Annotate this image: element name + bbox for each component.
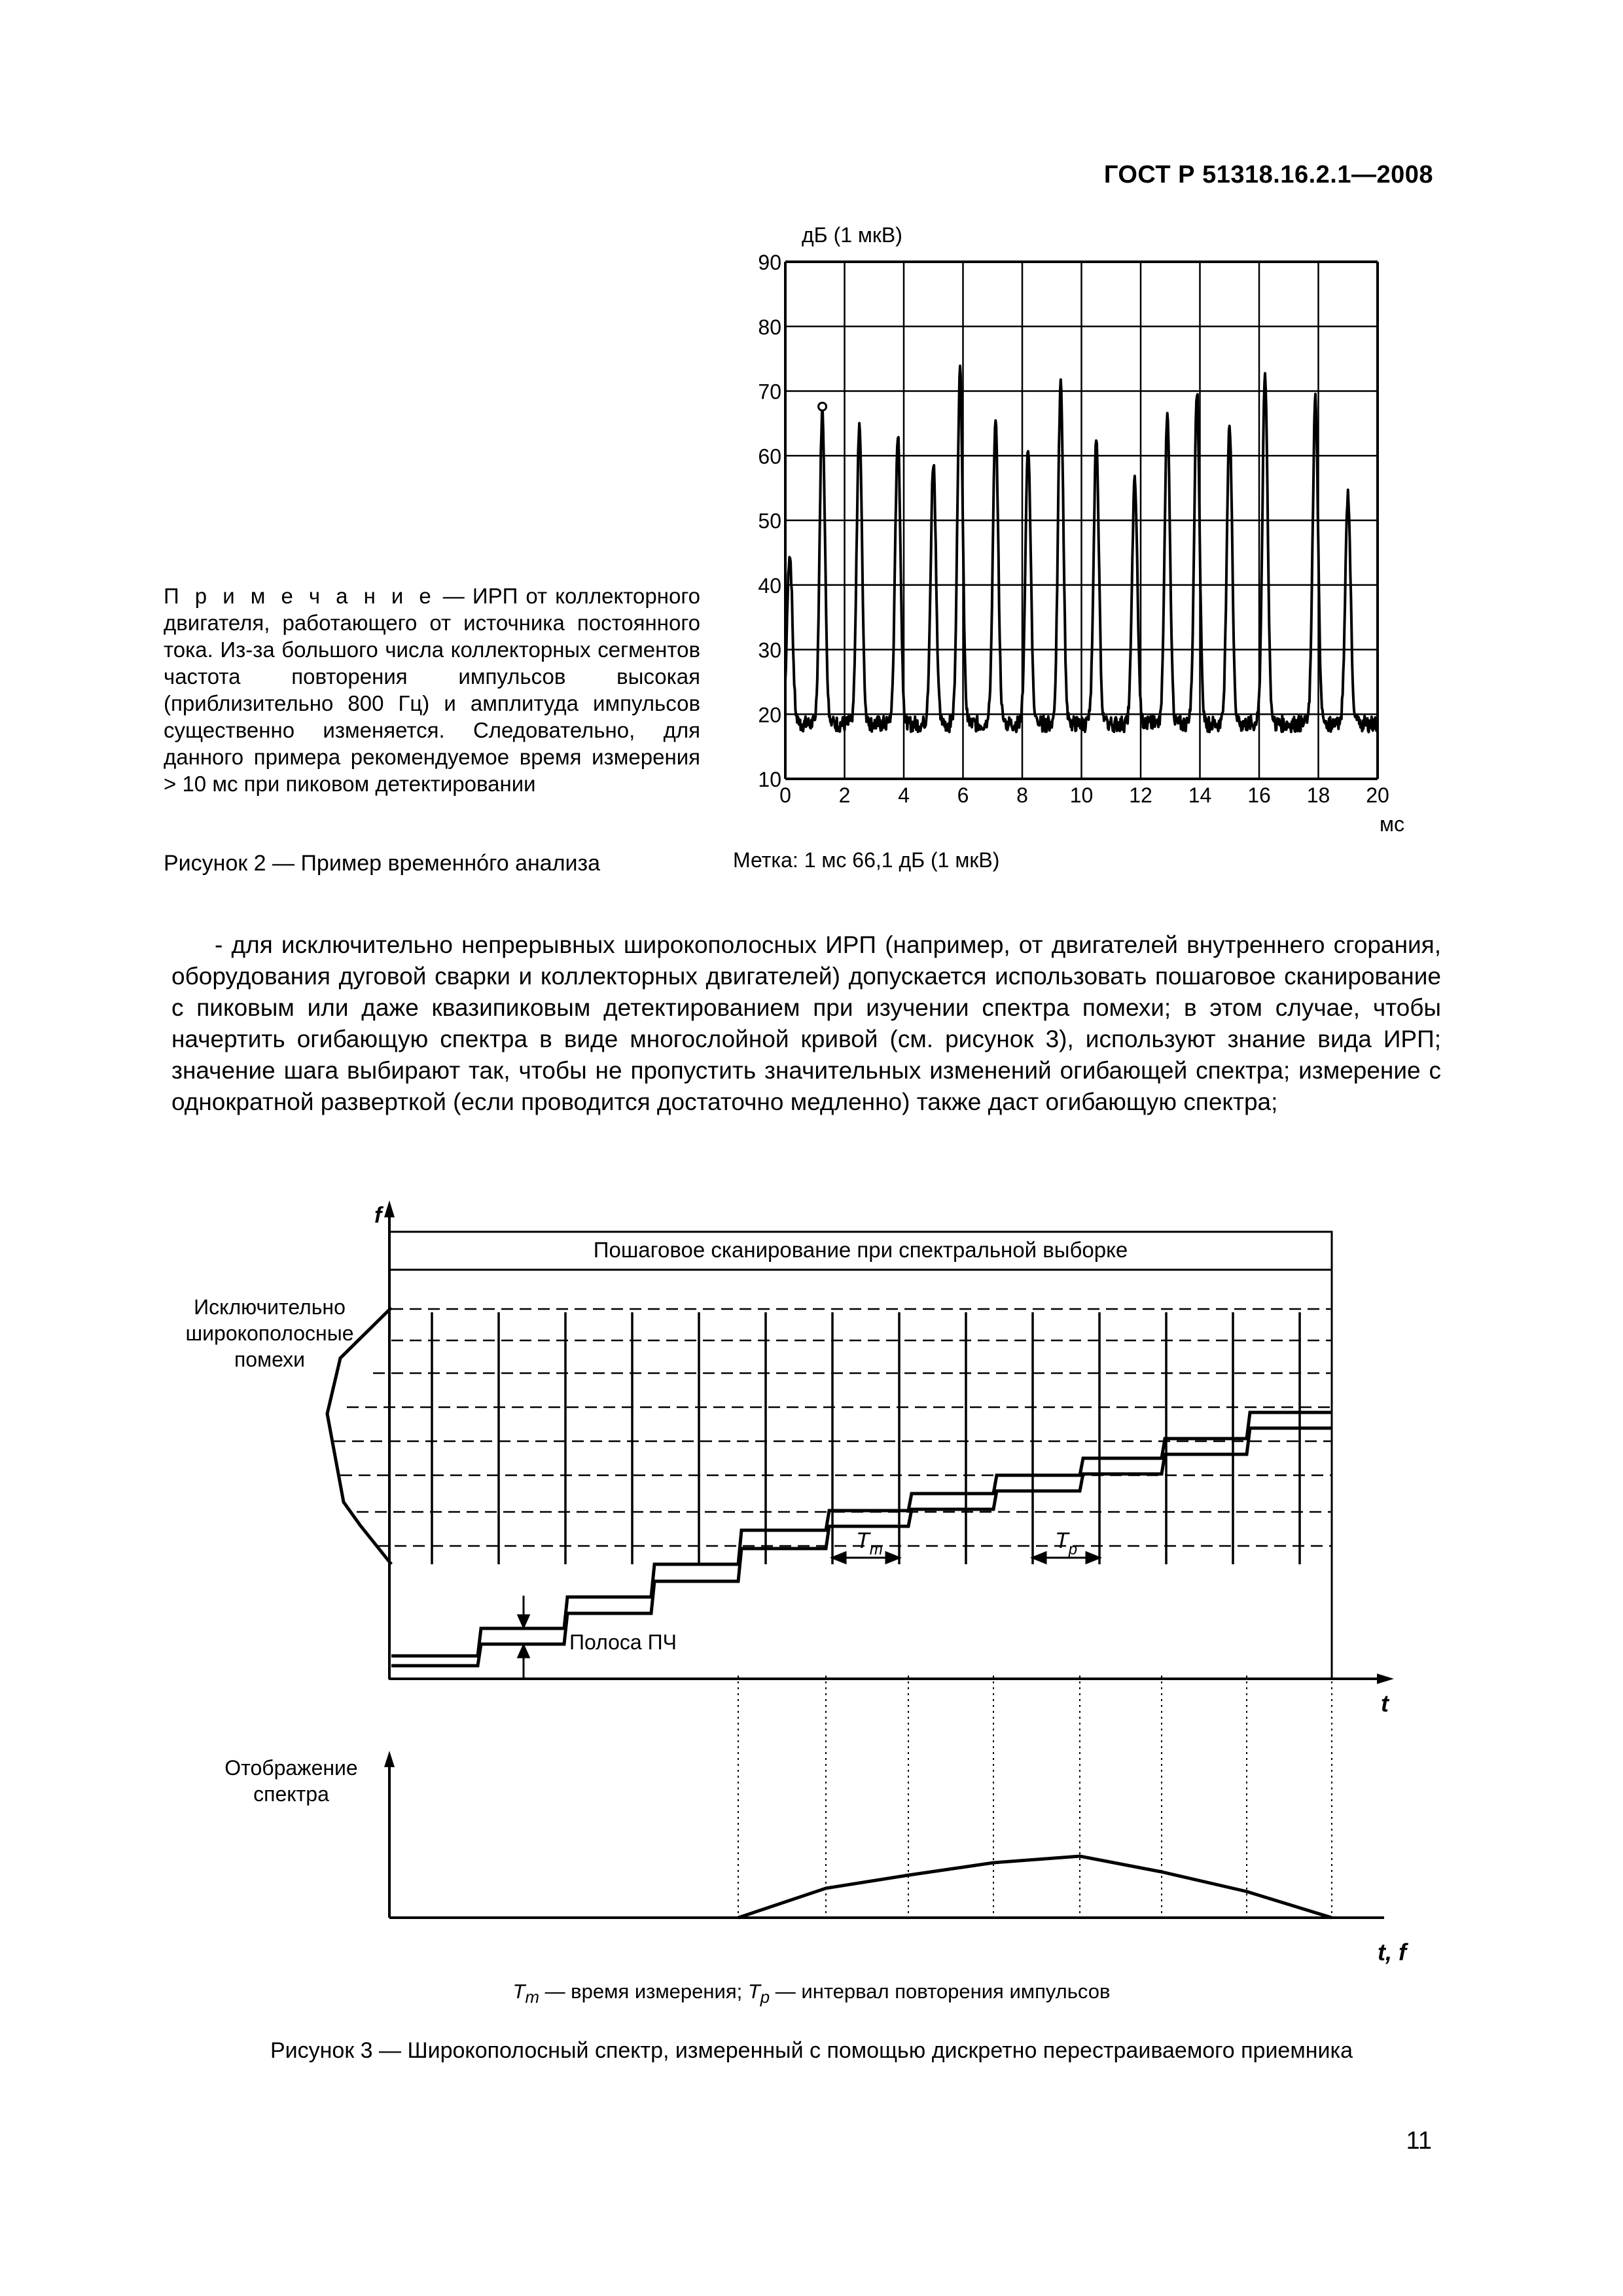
figure2-note xyxy=(164,583,700,797)
figure3-caption: Рисунок 3 — Широкополосный спектр, измеренный с помощью дискретно перестраиваемого приемника xyxy=(270,2038,1353,2063)
x-tick-label: 4 xyxy=(898,783,910,807)
note-text: — ИРП от коллекторного двигателя, работающего от источника постоянного тока. Из-за большого числа коллекторных сегментов частота повторения импульсов высокая (приблизительно 800 Гц) и амплитуда импульсов существенно изменяется. Следовательно, для данного примера рекомендуемое время измерения > 10 мс при пиковом детектировании xyxy=(164,584,700,796)
y-tick-label: 20 xyxy=(758,703,781,727)
t-axis-label: t xyxy=(1381,1690,1389,1717)
figure2-caption: Рисунок 2 — Пример временнóго анализа xyxy=(164,851,601,876)
broadband-label-line2: широкополосные xyxy=(185,1321,354,1345)
display-label-line2: спектра xyxy=(253,1782,329,1806)
legend-tp-symbol: T xyxy=(747,1980,760,2003)
broadband-label-line1: Исключительно xyxy=(194,1295,346,1319)
broadband-label-line3: помехи xyxy=(234,1348,306,1371)
display-axis-arrow xyxy=(384,1751,395,1767)
x-tick-label: 14 xyxy=(1188,783,1212,807)
figure3-legend xyxy=(0,1980,1623,2007)
y-tick-label: 70 xyxy=(758,380,781,404)
body-paragraph xyxy=(171,929,1441,1118)
scan-title: Пошаговое сканирование при спектральной выборке xyxy=(593,1238,1128,1262)
y-tick-label: 90 xyxy=(758,251,781,274)
projection-lines xyxy=(738,1676,1332,1918)
y-tick-label: 30 xyxy=(758,638,781,662)
x-tick-label: 18 xyxy=(1306,783,1330,807)
spectrum-display-curve xyxy=(738,1856,1332,1918)
x-tick-label: 12 xyxy=(1129,783,1152,807)
paragraph-text: - для исключительно непрерывных широкополосных ИРП (например, от двигателей внутреннего сгорания, оборудования дуговой сварки и коллекторных двигателей) допускается использовать пошаговое сканирование с пиковым или даже квазипиковым детектированием при изучении спектра помехи; в этом случае, чтобы начертить огибающую спектра в виде многослойной кривой (см. рисунок 3), используют знание вида ИРП; значение шага выбирают так, чтобы не пропустить значительных изменений огибающей спектра; измерение с однократной разверткой (если проводится достаточно медленно) также даст огибающую спектра; xyxy=(171,931,1441,1115)
f-axis-label: f xyxy=(374,1203,382,1228)
t-axis-arrow xyxy=(1377,1674,1394,1684)
y-tick-label: 40 xyxy=(758,573,781,598)
tf-axis-label: t, f xyxy=(1378,1939,1406,1965)
stepped-scan-diagram xyxy=(131,1191,1440,1977)
y-tick-label: 60 xyxy=(758,444,781,469)
tp-dimension xyxy=(1033,1552,1099,1563)
chart-marker-point xyxy=(819,403,827,410)
chart-x-axis-unit: мс xyxy=(1380,812,1404,836)
document-id: ГОСТ Р 51318.16.2.1—2008 xyxy=(1103,161,1433,188)
legend-tm-symbol: T xyxy=(512,1980,526,2003)
time-analysis-chart xyxy=(720,223,1453,851)
x-tick-label: 8 xyxy=(1016,783,1028,807)
display-label-line1: Отображение xyxy=(224,1756,358,1780)
note-lead: П р и м е ч а н и е xyxy=(164,584,435,608)
if-band-label: Полоса ПЧ xyxy=(569,1630,677,1654)
y-tick-label: 80 xyxy=(758,315,781,339)
x-tick-label: 20 xyxy=(1366,783,1389,807)
y-tick-label: 10 xyxy=(758,768,781,791)
x-tick-label: 16 xyxy=(1247,783,1271,807)
y-tick-label: 50 xyxy=(758,509,781,533)
f-axis-arrow xyxy=(384,1200,395,1217)
tm-dimension xyxy=(832,1552,899,1563)
x-tick-label: 2 xyxy=(838,783,851,807)
legend-tp-sub: p xyxy=(760,1988,770,2007)
legend-tm-text: — время измерения; xyxy=(539,1980,748,2003)
chart-x-ticks xyxy=(779,783,1389,807)
broadband-envelope xyxy=(327,1308,391,1564)
x-tick-label: 0 xyxy=(779,783,791,807)
chart-y-axis-label: дБ (1 мкВ) xyxy=(802,223,902,247)
figure2-marker-readout: Метка: 1 мс 66,1 дБ (1 мкВ) xyxy=(733,848,1000,872)
chart-y-ticks xyxy=(758,251,781,791)
legend-tm-sub: m xyxy=(525,1988,539,2007)
if-band-arrows xyxy=(518,1596,529,1679)
x-tick-label: 10 xyxy=(1069,783,1094,807)
legend-tp-text: — интервал повторения импульсов xyxy=(770,1980,1111,2003)
page-number: 11 xyxy=(1406,2127,1432,2155)
x-tick-label: 6 xyxy=(957,783,969,807)
chart-grid xyxy=(785,262,1378,779)
tp-label: $T_p$ xyxy=(1055,1528,1078,1558)
tm-label: $T_m$ xyxy=(856,1528,883,1558)
